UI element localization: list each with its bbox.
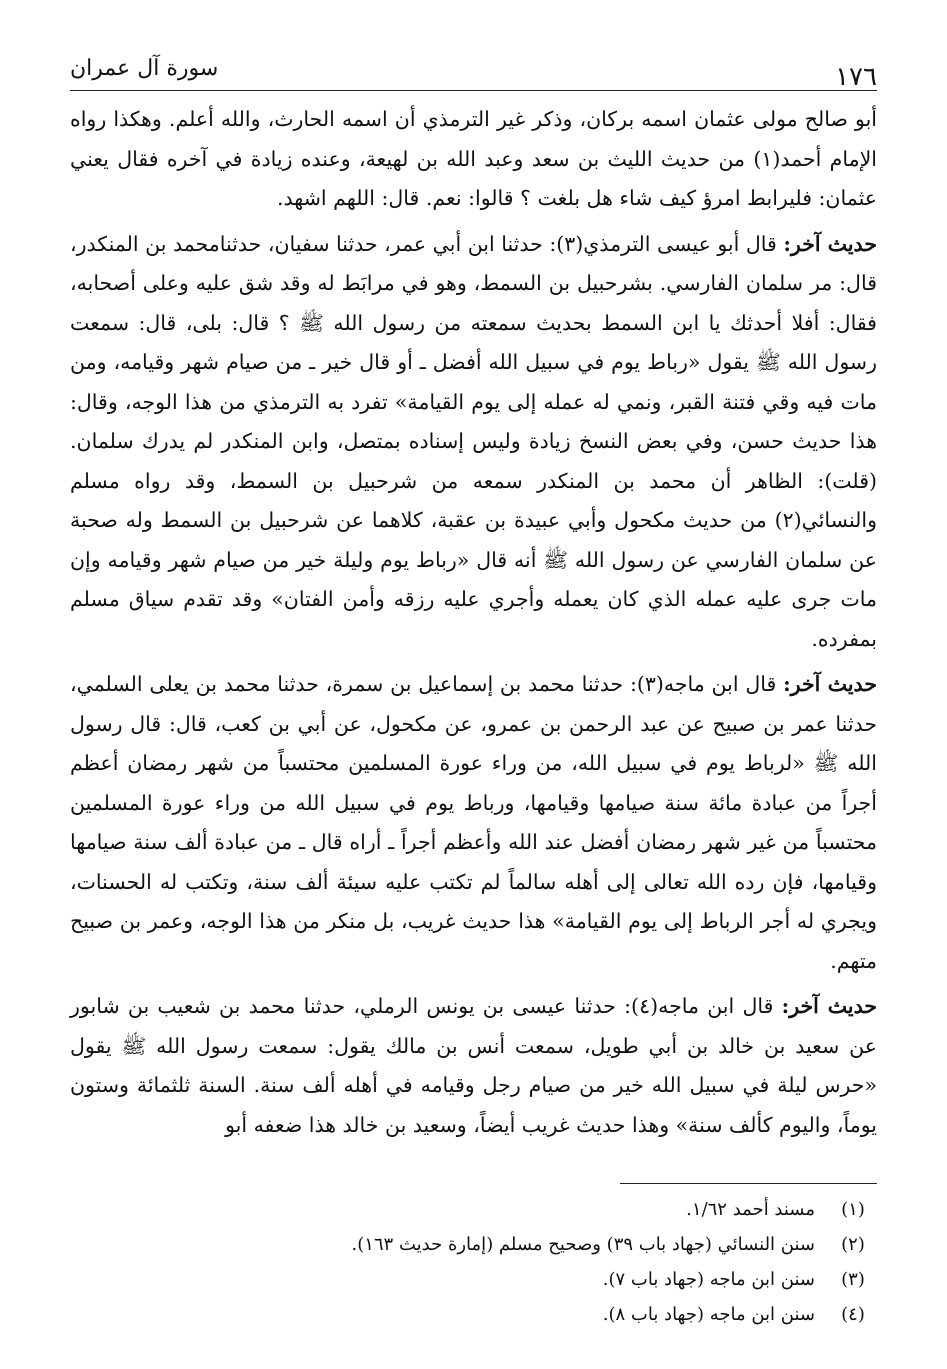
footnotes <box>70 1192 877 1332</box>
footnote <box>70 1297 877 1332</box>
main-text <box>70 100 877 1145</box>
hadith-heading: حديث آخر: <box>783 231 877 256</box>
footnote-number: (٣) <box>841 1269 865 1290</box>
footnote-text: مسند أحمد ١/٦٢. <box>686 1199 815 1220</box>
header-rule <box>70 90 877 91</box>
paragraph <box>70 987 877 1145</box>
paragraph <box>70 665 877 981</box>
paragraph-text: قال ابن ماجه(٣): حدثنا محمد بن إسماعيل بن سمرة، حدثنا محمد بن يعلى السلمي، حدثنا عمر بن صبيح عن عبد الرحمن بن عمرو، عن مكحول، عن أبي بن كعب، قال: قال رسول الله ﷺ «لرباط يوم في سبيل الله، من وراء عورة المسلمين محتسباً من شهر رمضان أعظم أجراً من عبادة مائة سنة صيامها وقيامها، ورباط يوم في سبيل الله من وراء عورة المسلمين محتسباً من غير شهر رمضان أفضل عند الله وأعظم أجراً ـ أراه قال ـ من عبادة ألف سنة صيامها وقيامها، فإن رده الله تعالى إلى أهله سالماً لم تكتب عليه سيئة ألف سنة، وتكتب له الحسنات، ويجري له أجر الرباط إلى يوم القيامة» هذا حديث غريب، بل منكر من هذا الوجه، وعمر بن صبيح متهم. <box>70 672 877 973</box>
page-header <box>70 50 877 94</box>
paragraph-text: قال أبو عيسى الترمذي(٣): حدثنا ابن أبي عمر، حدثنا سفيان، حدثنامحمد بن المنكدر، قال: مر سلمان الفارسي. بشرحبيل بن السمط، وهو في مرابَط له وقد شق عليه وعلى أصحابه، فقال: أفلا أحدثك يا ابن السمط بحديث سمعته من رسول الله ﷺ ؟ قال: بلى، قال: سمعت رسول الله ﷺ يقول «رباط يوم في سبيل الله أفضل ـ أو قال خير ـ من صيام شهر وقيامه، ومن مات فيه وقي فتنة القبر، ونمي له عمله إلى يوم القيامة» تفرد به الترمذي من هذا الوجه، وقال: هذا حديث حسن، وفي بعض النسخ زيادة وليس إسناده بمتصل، وابن المنكدر لم يدرك سلمان. (قلت): الظاهر أن محمد بن المنكدر سمعه من شرحبيل بن السمط، وقد رواه مسلم والنسائي(٢) من حديث مكحول وأبي عبيدة بن عقبة، كلاهما عن شرحبيل بن السمط وله صحبة عن سلمان الفارسي عن رسول الله ﷺ أنه قال «رباط يوم وليلة خير من صيام شهر وقيامه وإن مات جرى عليه عمله الذي كان يعمله وأجري عليه رزقه وأمن الفتان» وقد تقدم سياق مسلم بمفرده. <box>70 231 877 651</box>
footnote-text: سنن ابن ماجه (جهاد باب ٧). <box>602 1269 815 1290</box>
footnote-rule <box>620 1183 877 1184</box>
paragraph <box>70 100 877 219</box>
footnote <box>70 1262 877 1297</box>
hadith-heading: حديث آخر: <box>783 672 877 696</box>
page-number: ١٧٦ <box>835 62 877 92</box>
footnote <box>70 1192 877 1227</box>
paragraph-text: قال ابن ماجه(٤): حدثنا عيسى بن يونس الرملي، حدثنا محمد بن شعيب بن شابور عن سعيد بن خالد بن أبي طويل، سمعت أنس بن مالك يقول: سمعت رسول الله ﷺ يقول «حرس ليلة في سبيل الله خير من صيام رجل وقيامه في أهله ألف سنة. السنة ثلثمائة وستون يوماً، واليوم كألف سنة» وهذا حديث غريب أيضاً، وسعيد بن خالد هذا ضعفه أبو <box>70 994 877 1137</box>
footnote <box>70 1227 877 1262</box>
footnote-number: (٤) <box>841 1304 865 1325</box>
paragraph-text: أبو صالح مولى عثمان اسمه بركان، وذكر غير الترمذي أن اسمه الحارث، والله أعلم. وهكذا رواه الإمام أحمد(١) من حديث الليث بن سعد وعبد الله بن لهيعة، وعنده زيادة في آخره فقال يعني عثمان: فليرابط امرؤ كيف شاء هل بلغت ؟ قالوا: نعم. قال: اللهم اشهد. <box>70 107 877 210</box>
footnote-text: سنن ابن ماجه (جهاد باب ٨). <box>602 1304 815 1325</box>
footnote-text: سنن النسائي (جهاد باب ٣٩) وصحيح مسلم (إمارة حديث ١٦٣). <box>351 1234 815 1255</box>
hadith-heading: حديث آخر: <box>781 994 877 1018</box>
footnote-number: (٢) <box>841 1234 865 1255</box>
paragraph <box>70 225 877 660</box>
footnote-number: (١) <box>841 1199 865 1220</box>
surah-title: سورة آل عمران <box>70 56 219 81</box>
